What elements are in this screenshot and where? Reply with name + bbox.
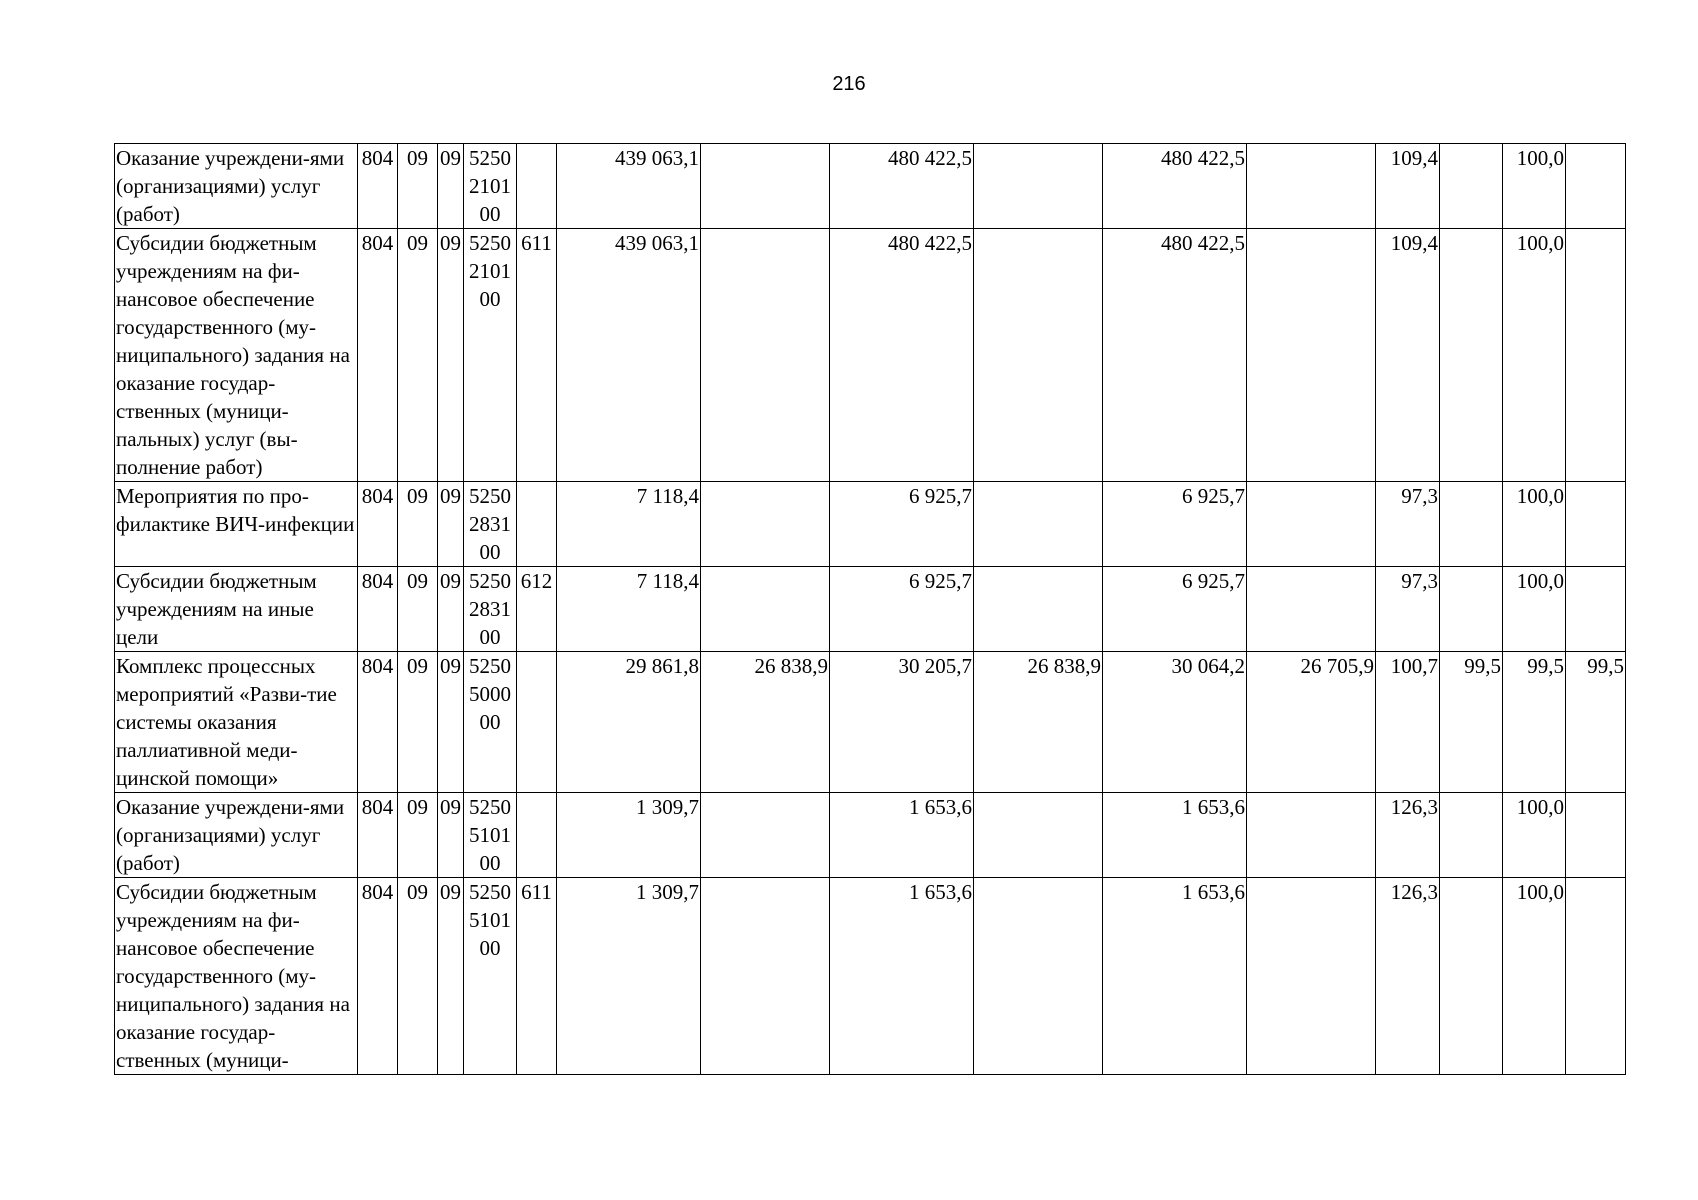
value-cell-6 xyxy=(1247,878,1376,1075)
target-article-code-cell: 5250 5000 00 xyxy=(464,652,517,793)
value-cell-4 xyxy=(974,144,1103,229)
subsection-code-cell: 09 xyxy=(438,482,464,567)
value-cell-4 xyxy=(974,878,1103,1075)
value-cell-5: 1 653,6 xyxy=(1103,793,1247,878)
row-name-cell: Комплекс процессных мероприятий «Разви-тие системы оказания паллиативной меди-цинской помощи» xyxy=(115,652,358,793)
value-cell-3: 6 925,7 xyxy=(830,482,974,567)
value-cell-5: 1 653,6 xyxy=(1103,878,1247,1075)
table-row xyxy=(115,482,1626,567)
row-name-cell: Субсидии бюджетным учреждениям на иные цели xyxy=(115,567,358,652)
value-cell-5: 480 422,5 xyxy=(1103,229,1247,482)
table-row xyxy=(115,567,1626,652)
subsection-code-cell: 09 xyxy=(438,229,464,482)
section-code-cell: 09 xyxy=(398,793,438,878)
ved-code-cell: 804 xyxy=(358,144,398,229)
value-cell-4 xyxy=(974,567,1103,652)
value-cell-3: 480 422,5 xyxy=(830,144,974,229)
subsection-code-cell: 09 xyxy=(438,652,464,793)
value-cell-1: 1 309,7 xyxy=(557,793,701,878)
row-name-cell: Субсидии бюджетным учреждениям на фи-нансовое обеспечение государственного (му-ниципального) задания на оказание государ-ственных (муници- xyxy=(115,878,358,1075)
percent-cell-3: 100,0 xyxy=(1503,567,1566,652)
percent-cell-3: 100,0 xyxy=(1503,144,1566,229)
budget-table xyxy=(114,143,1626,1075)
value-cell-5: 6 925,7 xyxy=(1103,567,1247,652)
page-number: 216 xyxy=(832,73,866,95)
value-cell-5: 6 925,7 xyxy=(1103,482,1247,567)
percent-cell-4 xyxy=(1566,482,1626,567)
value-cell-6 xyxy=(1247,144,1376,229)
row-name-cell: Мероприятия по про-филактике ВИЧ-инфекции xyxy=(115,482,358,567)
expense-type-code-cell xyxy=(517,652,557,793)
value-cell-1: 29 861,8 xyxy=(557,652,701,793)
value-cell-4: 26 838,9 xyxy=(974,652,1103,793)
value-cell-3: 1 653,6 xyxy=(830,878,974,1075)
row-name-cell: Субсидии бюджетным учреждениям на фи-нансовое обеспечение государственного (му-ниципального) задания на оказание государ-ственных (муници-пальных) услуг (вы-полнение работ) xyxy=(115,229,358,482)
ved-code-cell: 804 xyxy=(358,567,398,652)
section-code-cell: 09 xyxy=(398,144,438,229)
value-cell-2 xyxy=(701,793,830,878)
value-cell-4 xyxy=(974,793,1103,878)
percent-cell-1: 126,3 xyxy=(1376,793,1440,878)
value-cell-3: 6 925,7 xyxy=(830,567,974,652)
value-cell-6 xyxy=(1247,229,1376,482)
ved-code-cell: 804 xyxy=(358,793,398,878)
expense-type-code-cell xyxy=(517,144,557,229)
row-name-cell: Оказание учреждени-ями (организациями) услуг (работ) xyxy=(115,793,358,878)
section-code-cell: 09 xyxy=(398,652,438,793)
percent-cell-2: 99,5 xyxy=(1440,652,1503,793)
expense-type-code-cell xyxy=(517,793,557,878)
target-article-code-cell: 5250 2831 00 xyxy=(464,567,517,652)
percent-cell-2 xyxy=(1440,793,1503,878)
value-cell-1: 439 063,1 xyxy=(557,229,701,482)
target-article-code-cell: 5250 2831 00 xyxy=(464,482,517,567)
percent-cell-3: 100,0 xyxy=(1503,229,1566,482)
value-cell-2 xyxy=(701,229,830,482)
value-cell-4 xyxy=(974,229,1103,482)
subsection-code-cell: 09 xyxy=(438,567,464,652)
table-row xyxy=(115,878,1626,1075)
percent-cell-4: 99,5 xyxy=(1566,652,1626,793)
section-code-cell: 09 xyxy=(398,567,438,652)
target-article-code-cell: 5250 5101 00 xyxy=(464,878,517,1075)
ved-code-cell: 804 xyxy=(358,229,398,482)
percent-cell-1: 126,3 xyxy=(1376,878,1440,1075)
value-cell-3: 1 653,6 xyxy=(830,793,974,878)
section-code-cell: 09 xyxy=(398,878,438,1075)
value-cell-6 xyxy=(1247,793,1376,878)
percent-cell-2 xyxy=(1440,567,1503,652)
percent-cell-1: 100,7 xyxy=(1376,652,1440,793)
table-row xyxy=(115,144,1626,229)
percent-cell-4 xyxy=(1566,229,1626,482)
value-cell-5: 480 422,5 xyxy=(1103,144,1247,229)
ved-code-cell: 804 xyxy=(358,482,398,567)
value-cell-1: 7 118,4 xyxy=(557,482,701,567)
ved-code-cell: 804 xyxy=(358,878,398,1075)
subsection-code-cell: 09 xyxy=(438,793,464,878)
subsection-code-cell: 09 xyxy=(438,878,464,1075)
section-code-cell: 09 xyxy=(398,229,438,482)
value-cell-3: 480 422,5 xyxy=(830,229,974,482)
value-cell-2 xyxy=(701,144,830,229)
value-cell-2 xyxy=(701,567,830,652)
target-article-code-cell: 5250 2101 00 xyxy=(464,229,517,482)
subsection-code-cell: 09 xyxy=(438,144,464,229)
budget-table-body xyxy=(115,144,1626,1075)
value-cell-1: 1 309,7 xyxy=(557,878,701,1075)
target-article-code-cell: 5250 2101 00 xyxy=(464,144,517,229)
value-cell-1: 7 118,4 xyxy=(557,567,701,652)
percent-cell-4 xyxy=(1566,878,1626,1075)
percent-cell-1: 97,3 xyxy=(1376,567,1440,652)
percent-cell-2 xyxy=(1440,482,1503,567)
value-cell-6 xyxy=(1247,567,1376,652)
row-name-cell: Оказание учреждени-ями (организациями) услуг (работ) xyxy=(115,144,358,229)
percent-cell-1: 97,3 xyxy=(1376,482,1440,567)
table-row xyxy=(115,229,1626,482)
percent-cell-3: 99,5 xyxy=(1503,652,1566,793)
ved-code-cell: 804 xyxy=(358,652,398,793)
expense-type-code-cell: 612 xyxy=(517,567,557,652)
percent-cell-4 xyxy=(1566,793,1626,878)
expense-type-code-cell: 611 xyxy=(517,878,557,1075)
percent-cell-3: 100,0 xyxy=(1503,793,1566,878)
value-cell-2 xyxy=(701,878,830,1075)
value-cell-2 xyxy=(701,482,830,567)
value-cell-5: 30 064,2 xyxy=(1103,652,1247,793)
table-row xyxy=(115,652,1626,793)
percent-cell-2 xyxy=(1440,144,1503,229)
value-cell-6 xyxy=(1247,482,1376,567)
expense-type-code-cell: 611 xyxy=(517,229,557,482)
target-article-code-cell: 5250 5101 00 xyxy=(464,793,517,878)
expense-type-code-cell xyxy=(517,482,557,567)
value-cell-3: 30 205,7 xyxy=(830,652,974,793)
value-cell-6: 26 705,9 xyxy=(1247,652,1376,793)
value-cell-2: 26 838,9 xyxy=(701,652,830,793)
section-code-cell: 09 xyxy=(398,482,438,567)
value-cell-4 xyxy=(974,482,1103,567)
percent-cell-2 xyxy=(1440,878,1503,1075)
percent-cell-2 xyxy=(1440,229,1503,482)
percent-cell-1: 109,4 xyxy=(1376,229,1440,482)
percent-cell-3: 100,0 xyxy=(1503,878,1566,1075)
table-row xyxy=(115,793,1626,878)
percent-cell-4 xyxy=(1566,144,1626,229)
percent-cell-4 xyxy=(1566,567,1626,652)
percent-cell-3: 100,0 xyxy=(1503,482,1566,567)
value-cell-1: 439 063,1 xyxy=(557,144,701,229)
percent-cell-1: 109,4 xyxy=(1376,144,1440,229)
